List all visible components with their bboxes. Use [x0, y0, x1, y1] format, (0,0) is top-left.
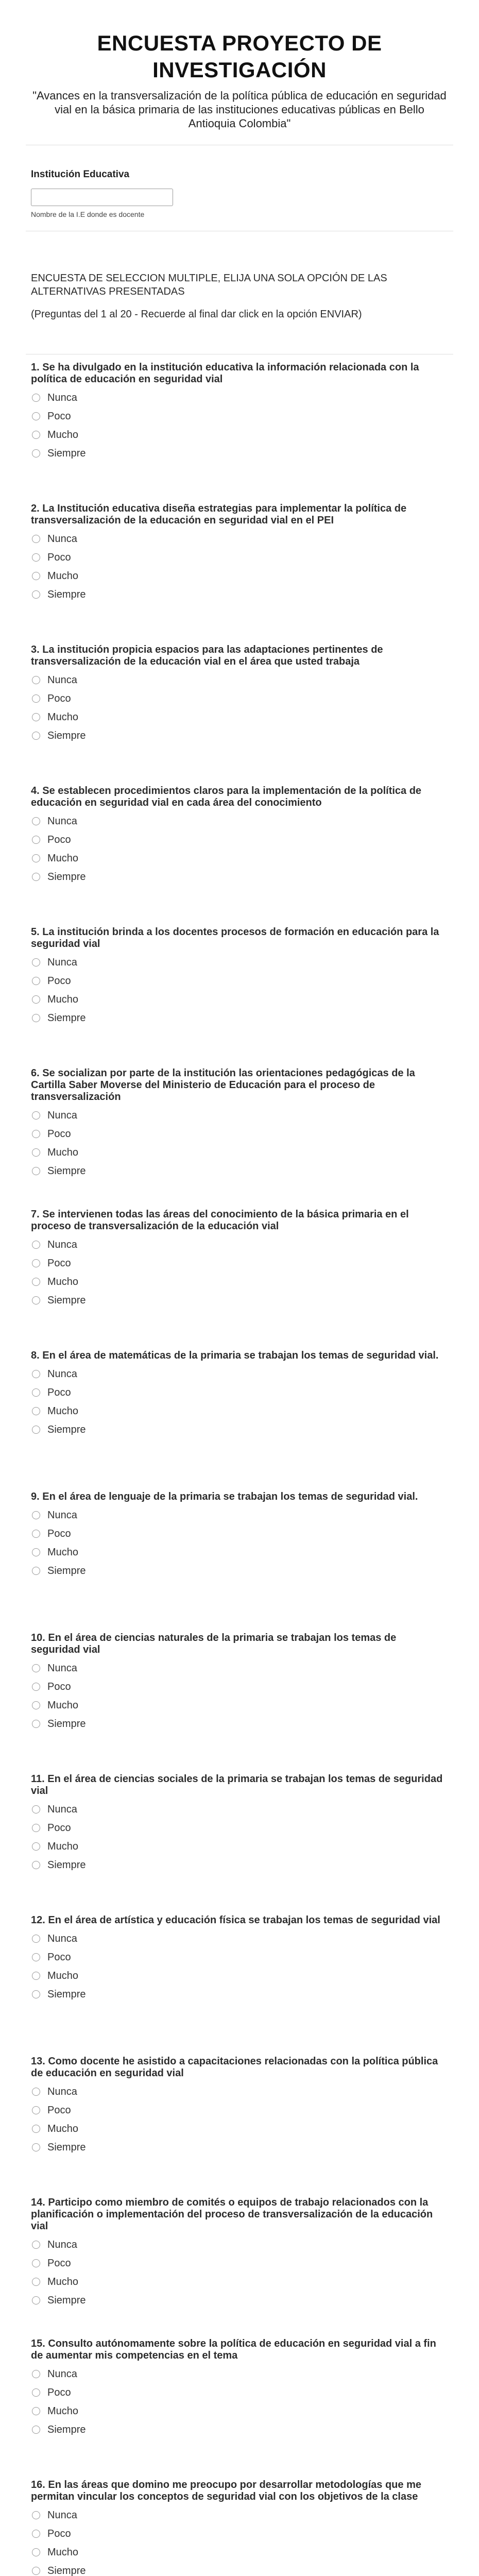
question-label: 7. Se intervienen todas las áreas del conocimiento de la básica primaria en el proceso de transversalización de la educación vial [31, 1209, 409, 1232]
answer-option-mucho[interactable] [31, 2402, 448, 2420]
radio-button[interactable] [32, 1296, 40, 1304]
answer-option-mucho[interactable] [31, 2543, 448, 2562]
radio-button[interactable] [32, 431, 40, 439]
answer-option-siempre[interactable] [31, 726, 448, 745]
answer-option-siempre[interactable] [31, 2291, 448, 2310]
radio-button[interactable] [32, 1426, 40, 1434]
answer-option-poco[interactable] [31, 972, 448, 990]
answer-option-poco[interactable] [31, 1677, 448, 1696]
answer-option-siempre[interactable] [31, 1985, 448, 2004]
option-label: Siempre [47, 1859, 86, 1871]
option-label: Siempre [47, 730, 86, 741]
question-5 [31, 919, 448, 1060]
radio-button[interactable] [32, 1148, 40, 1157]
option-label: Nunca [47, 1239, 77, 1250]
option-label: Siempre [47, 2141, 86, 2153]
radio-button[interactable] [32, 572, 40, 580]
question-label: 8. En el área de matemáticas de la primaria se trabajan los temas de seguridad vial. [31, 1350, 439, 1361]
answer-option-mucho[interactable] [31, 849, 448, 868]
option-label: Siempre [47, 1165, 86, 1177]
radio-button[interactable] [32, 2259, 40, 2267]
option-label: Poco [47, 975, 71, 987]
answer-option-mucho[interactable] [31, 2120, 448, 2138]
option-label: Poco [47, 2104, 71, 2116]
question-10 [31, 1625, 448, 1766]
radio-button[interactable] [32, 694, 40, 703]
option-label: Nunca [47, 2239, 77, 2250]
answer-option-mucho[interactable] [31, 1402, 448, 1420]
answer-option-poco[interactable] [31, 1125, 448, 1143]
answer-option-poco[interactable] [31, 2383, 448, 2402]
question-2 [31, 496, 448, 637]
option-label: Mucho [47, 711, 79, 723]
radio-button[interactable] [32, 2407, 40, 2415]
answer-option-nunca[interactable] [31, 2506, 448, 2524]
option-label: Nunca [47, 1368, 77, 1380]
answer-option-siempre[interactable] [31, 1420, 448, 1439]
radio-button[interactable] [32, 1990, 40, 1998]
option-label: Nunca [47, 1109, 77, 1121]
option-label: Mucho [47, 1546, 79, 1558]
answer-option-mucho[interactable] [31, 1143, 448, 1162]
radio-button[interactable] [32, 1935, 40, 1943]
question-6 [31, 1060, 448, 1201]
answer-option-poco[interactable] [31, 2524, 448, 2543]
question-14 [31, 2190, 448, 2331]
radio-button[interactable] [32, 2088, 40, 2096]
option-label: Mucho [47, 1970, 79, 1981]
answer-option-mucho[interactable] [31, 426, 448, 444]
option-label: Siempre [47, 1423, 86, 1435]
question-label: 1. Se ha divulgado en la institución educativa la información relacionada con la política de educación en seguridad vial [31, 362, 419, 385]
answer-option-nunca[interactable] [31, 671, 448, 689]
option-label: Nunca [47, 956, 77, 968]
answer-option-mucho[interactable] [31, 1696, 448, 1715]
answer-option-poco[interactable] [31, 2254, 448, 2273]
question-label: 11. En el área de ciencias sociales de la primaria se trabajan los temas de seguridad vial [31, 1773, 443, 1797]
radio-button[interactable] [32, 2278, 40, 2286]
radio-button[interactable] [32, 2511, 40, 2519]
radio-button[interactable] [32, 1259, 40, 1267]
answer-option-nunca[interactable] [31, 1659, 448, 1677]
radio-button[interactable] [32, 1824, 40, 1832]
radio-button[interactable] [32, 1407, 40, 1415]
option-label: Poco [47, 834, 71, 845]
radio-button[interactable] [32, 2125, 40, 2133]
answer-option-nunca[interactable] [31, 953, 448, 972]
radio-button[interactable] [32, 1278, 40, 1286]
option-label: Poco [47, 1951, 71, 1963]
option-label: Poco [47, 2257, 71, 2269]
radio-button[interactable] [32, 2388, 40, 2397]
option-label: Mucho [47, 2546, 79, 2558]
option-label: Poco [47, 2386, 71, 2398]
option-label: Poco [47, 1128, 71, 1140]
radio-button[interactable] [32, 2106, 40, 2114]
question-label: 13. Como docente he asistido a capacitaciones relacionadas con la política pública de educación en seguridad vial [31, 2056, 438, 2079]
question-label: 12. En el área de artística y educación física se trabajan los temas de seguridad vial [31, 1914, 440, 1926]
option-label: Mucho [47, 1146, 79, 1158]
answer-option-siempre[interactable] [31, 868, 448, 886]
radio-button[interactable] [32, 1567, 40, 1575]
option-label: Poco [47, 1822, 71, 1834]
option-label: Nunca [47, 674, 77, 686]
question-15 [31, 2331, 448, 2472]
question-label: 4. Se establecen procedimientos claros para la implementación de la política de educación en seguridad vial en cada área del conocimiento [31, 785, 422, 808]
radio-button[interactable] [32, 1683, 40, 1691]
option-label: Poco [47, 1386, 71, 1398]
answer-option-siempre[interactable] [31, 2138, 448, 2157]
question-label: 5. La institución brinda a los docentes procesos de formación en educación para la seguridad vial [31, 926, 439, 950]
option-label: Siempre [47, 2565, 86, 2576]
question-3 [31, 637, 448, 778]
option-label: Nunca [47, 533, 77, 545]
answer-option-mucho[interactable] [31, 1543, 448, 1562]
institution-input[interactable] [31, 189, 173, 206]
answer-option-mucho[interactable] [31, 1273, 448, 1291]
answer-option-nunca[interactable] [31, 530, 448, 548]
option-label: Mucho [47, 2276, 79, 2287]
question-label: 6. Se socializan por parte de la institución las orientaciones pedagógicas de la Cartilla Saber Moverse del Ministerio de Educación para el proceso de transversalización [31, 1067, 415, 1103]
answer-option-siempre[interactable] [31, 1856, 448, 1874]
answer-option-poco[interactable] [31, 1383, 448, 1402]
radio-button[interactable] [32, 2296, 40, 2304]
institution-label: Institución Educativa [31, 169, 130, 180]
answer-option-nunca[interactable] [31, 2365, 448, 2383]
answer-option-siempre[interactable] [31, 2420, 448, 2439]
radio-button[interactable] [32, 2426, 40, 2434]
instructions-section [0, 231, 479, 354]
answer-option-poco[interactable] [31, 689, 448, 708]
answer-option-poco[interactable] [31, 1819, 448, 1837]
question-4 [31, 778, 448, 919]
option-label: Siempre [47, 2294, 86, 2306]
radio-button[interactable] [32, 2143, 40, 2151]
option-label: Mucho [47, 2405, 79, 2417]
option-label: Siempre [47, 2424, 86, 2435]
radio-button[interactable] [32, 958, 40, 967]
option-label: Nunca [47, 2368, 77, 2380]
radio-button[interactable] [32, 1861, 40, 1869]
radio-button[interactable] [32, 836, 40, 844]
question-9 [31, 1484, 448, 1625]
answer-option-mucho[interactable] [31, 1967, 448, 1985]
answer-option-mucho[interactable] [31, 990, 448, 1009]
question-1 [31, 354, 448, 496]
answer-option-siempre[interactable] [31, 1162, 448, 1180]
option-label: Nunca [47, 2509, 77, 2521]
option-label: Siempre [47, 1718, 86, 1730]
answer-option-poco[interactable] [31, 2101, 448, 2120]
radio-button[interactable] [32, 977, 40, 985]
option-label: Poco [47, 551, 71, 563]
answer-option-poco[interactable] [31, 548, 448, 567]
question-label: 10. En el área de ciencias naturales de la primaria se trabajan los temas de seguridad vial [31, 1632, 397, 1655]
option-label: Nunca [47, 1933, 77, 1944]
answer-option-nunca[interactable] [31, 2235, 448, 2254]
radio-button[interactable] [32, 1370, 40, 1378]
radio-button[interactable] [32, 1972, 40, 1980]
option-label: Poco [47, 1681, 71, 1692]
answer-option-mucho[interactable] [31, 2273, 448, 2291]
answer-option-siempre[interactable] [31, 1009, 448, 1027]
answer-option-siempre[interactable] [31, 2562, 448, 2576]
option-label: Siempre [47, 1988, 86, 2000]
answer-option-nunca[interactable] [31, 812, 448, 831]
question-label: 15. Consulto autónomamente sobre la política de educación en seguridad vial a fin de aumentar mis competencias en el tema [31, 2338, 436, 2361]
option-label: Poco [47, 1528, 71, 1539]
answer-option-mucho[interactable] [31, 567, 448, 585]
radio-button[interactable] [32, 1701, 40, 1709]
radio-button[interactable] [32, 817, 40, 825]
answer-option-nunca[interactable] [31, 1235, 448, 1254]
answer-option-mucho[interactable] [31, 708, 448, 726]
radio-button[interactable] [32, 1805, 40, 1814]
radio-button[interactable] [32, 2567, 40, 2575]
radio-button[interactable] [32, 1720, 40, 1728]
radio-button[interactable] [32, 1130, 40, 1138]
radio-button[interactable] [32, 2241, 40, 2249]
option-label: Nunca [47, 1662, 77, 1674]
answer-option-nunca[interactable] [31, 1929, 448, 1948]
answer-option-nunca[interactable] [31, 2082, 448, 2101]
radio-button[interactable] [32, 1167, 40, 1175]
option-label: Mucho [47, 570, 79, 582]
instructions-note: (Preguntas del 1 al 20 - Recuerde al final dar click en la opción ENVIAR) [31, 309, 362, 320]
answer-option-nunca[interactable] [31, 1800, 448, 1819]
radio-button[interactable] [32, 590, 40, 599]
question-7 [31, 1201, 448, 1343]
radio-button[interactable] [32, 1111, 40, 1120]
questions-list [0, 354, 479, 2576]
question-label: 2. La Institución educativa diseña estrategias para implementar la política de transversalización de la educación en seguridad vial en el PEI [31, 503, 407, 526]
option-label: Nunca [47, 392, 77, 403]
radio-button[interactable] [32, 2530, 40, 2538]
option-label: Siempre [47, 1565, 86, 1577]
answer-option-poco[interactable] [31, 1524, 448, 1543]
radio-button[interactable] [32, 553, 40, 562]
option-label: Mucho [47, 429, 79, 440]
question-13 [31, 2048, 448, 2190]
answer-option-nunca[interactable] [31, 1506, 448, 1524]
answer-option-siempre[interactable] [31, 444, 448, 463]
radio-button[interactable] [32, 1664, 40, 1672]
radio-button[interactable] [32, 1842, 40, 1851]
option-label: Mucho [47, 1699, 79, 1711]
answer-option-nunca[interactable] [31, 388, 448, 407]
radio-button[interactable] [32, 854, 40, 862]
answer-option-siempre[interactable] [31, 585, 448, 604]
question-label: 3. La institución propicia espacios para las adaptaciones pertinentes de transversalización de la educación vial en el área que usted trabaja [31, 644, 383, 667]
question-11 [31, 1766, 448, 1907]
answer-option-siempre[interactable] [31, 1562, 448, 1580]
question-12 [31, 1907, 448, 2048]
radio-button[interactable] [32, 1014, 40, 1022]
radio-button[interactable] [32, 1548, 40, 1556]
option-label: Poco [47, 1257, 71, 1269]
answer-option-siempre[interactable] [31, 1715, 448, 1733]
answer-option-poco[interactable] [31, 831, 448, 849]
answer-option-poco[interactable] [31, 1948, 448, 1967]
option-label: Siempre [47, 1012, 86, 1024]
option-label: Mucho [47, 852, 79, 864]
option-label: Mucho [47, 1840, 79, 1852]
radio-button[interactable] [32, 676, 40, 684]
radio-button[interactable] [32, 449, 40, 457]
instructions-text: ENCUESTA DE SELECCION MULTIPLE, ELIJA UNA SOLA OPCIÓN DE LAS ALTERNATIVAS PRESENTADAS [31, 273, 387, 297]
radio-button[interactable] [32, 713, 40, 721]
option-label: Siempre [47, 447, 86, 459]
radio-button[interactable] [32, 1388, 40, 1397]
radio-button[interactable] [32, 535, 40, 543]
radio-button[interactable] [32, 995, 40, 1004]
option-label: Mucho [47, 1405, 79, 1417]
option-label: Nunca [47, 815, 77, 827]
answer-option-poco[interactable] [31, 407, 448, 426]
radio-button[interactable] [32, 873, 40, 881]
option-label: Poco [47, 692, 71, 704]
option-label: Mucho [47, 1276, 79, 1287]
option-label: Nunca [47, 1509, 77, 1521]
option-label: Mucho [47, 2123, 79, 2134]
option-label: Nunca [47, 1803, 77, 1815]
question-label: 14. Participo como miembro de comités o equipos de trabajo relacionados con la planificación o implementación del proceso de transversalización de la educación vial [31, 2197, 433, 2232]
question-8 [31, 1343, 448, 1484]
option-label: Siempre [47, 1294, 86, 1306]
radio-button[interactable] [32, 1953, 40, 1961]
radio-button[interactable] [32, 394, 40, 402]
question-16 [31, 2472, 448, 2576]
radio-button[interactable] [32, 2370, 40, 2378]
radio-button[interactable] [32, 1530, 40, 1538]
answer-option-poco[interactable] [31, 1254, 448, 1273]
radio-button[interactable] [32, 732, 40, 740]
radio-button[interactable] [32, 1511, 40, 1519]
answer-option-mucho[interactable] [31, 1837, 448, 1856]
answer-option-nunca[interactable] [31, 1365, 448, 1383]
form-header [0, 0, 479, 130]
institution-section [0, 145, 479, 231]
radio-button[interactable] [32, 1241, 40, 1249]
question-label: 9. En el área de lenguaje de la primaria se trabajan los temas de seguridad vial. [31, 1491, 418, 1502]
page-title: ENCUESTA PROYECTO DE INVESTIGACIÓN [97, 31, 382, 82]
question-label: 16. En las áreas que domino me preocupo por desarrollar metodologías que me permitan vincular los conceptos de seguridad vial con los objetivos de la clase [31, 2479, 421, 2502]
option-label: Poco [47, 410, 71, 422]
radio-button[interactable] [32, 2548, 40, 2556]
option-label: Mucho [47, 993, 79, 1005]
institution-hint: Nombre de la I.E donde es docente [31, 210, 145, 218]
option-label: Siempre [47, 871, 86, 883]
option-label: Siempre [47, 588, 86, 600]
page-subtitle: "Avances en la transversalización de la política pública de educación en seguridad vial en la básica primaria de las instituciones educativas públicas en Bello Antioquia Colombia" [32, 89, 447, 130]
option-label: Poco [47, 2528, 71, 2539]
answer-option-siempre[interactable] [31, 1291, 448, 1310]
answer-option-nunca[interactable] [31, 1106, 448, 1125]
option-label: Nunca [47, 2086, 77, 2097]
radio-button[interactable] [32, 412, 40, 420]
